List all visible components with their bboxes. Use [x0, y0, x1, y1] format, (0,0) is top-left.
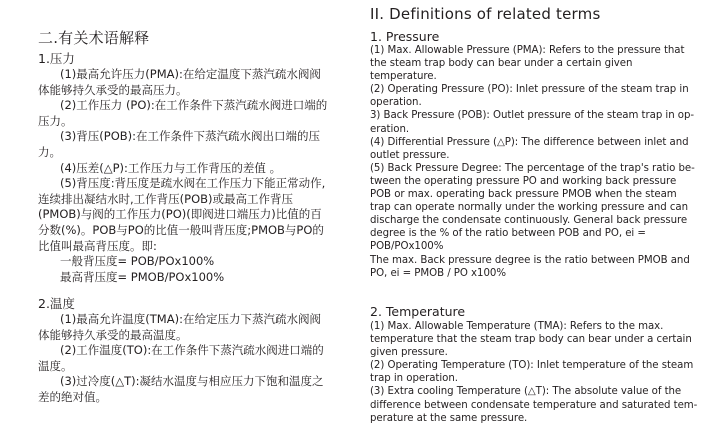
temperature-body-cn: [38, 312, 330, 406]
pob-definition-cn: (3)背压(POB):在工作条件下蒸汽疏水阀出口端的压力。: [38, 129, 321, 159]
pressure-title-cn: 1.压力: [38, 51, 75, 66]
dp-definition-en: (4) Differential Pressure (△P): The difference between inlet and outlet pressure.: [370, 136, 689, 161]
formula-general-cn: 一般背压度= POB/POx100%: [60, 254, 215, 269]
po-definition-en: (2) Operating Pressure (PO): Inlet pressure of the steam trap in operation.: [370, 84, 689, 109]
pob-definition-en: 3) Back Pressure (POB): Outlet pressure of the steam trap in op-eration.: [370, 110, 695, 135]
tma-definition-cn: (1)最高允许温度(TMA):在给定压力下蒸汽疏水阀阀体能够持久承受的最高温度。: [38, 312, 321, 342]
pressure-body-cn: [38, 67, 330, 285]
dt-definition-en: (3) Extra cooling Temperature (△T): The absolute value of the difference between condensate temperature and saturated tem-perature at the same pressure.: [370, 386, 698, 424]
pma-definition-cn: (1)最高允许压力(PMA):在给定温度下蒸汽疏水阀阀体能够持久承受的最高压力。: [38, 67, 321, 97]
to-definition-en: (2) Operating Temperature (TO): Inlet temperature of the steam trap in operation.: [370, 360, 694, 385]
po-definition-cn: (2)工作压力 (PO):在工作条件下蒸汽疏水阀进口端的压力。: [38, 98, 328, 128]
formula-max-cn: 最高背压度= PMOB/POx100%: [60, 269, 225, 284]
to-definition-cn: (2)工作温度(TO):在工作条件下蒸汽疏水阀进口端的温度。: [38, 343, 324, 373]
dp-definition-cn: (4)压差(△P):工作压力与工作背压的差值 。: [60, 160, 282, 175]
dt-definition-cn: (3)过冷度(△T):凝结水温度与相应压力下饱和温度之差的绝对值。: [38, 374, 324, 404]
back-pressure-degree-cn: (5)背压度:背压度是疏水阀在工作压力下能正常动作,连续排出凝结水时,工作背压(POB)或最高工作背压(PMOB)与阀的工作压力(PO)(即阀进口端压力)比值的百分数(%)。POB与PO的比值一般叫背压度;PMOB与PO的比值叫最高背压度。即:: [38, 176, 326, 253]
tma-definition-en: (1) Max. Allowable Temperature (TMA): Refers to the max. temperature that the steam trap body can bear under a certain given pressure.: [370, 321, 692, 359]
section-heading-cn: 二.有关术语解释: [38, 29, 150, 47]
pressure-body-en: [370, 44, 698, 280]
section-heading-en: II. Definitions of related terms: [370, 5, 601, 23]
temperature-title-en: 2. Temperature: [370, 304, 466, 319]
temperature-title-cn: 2.温度: [38, 296, 75, 311]
pressure-title-en: 1. Pressure: [370, 29, 440, 44]
pma-definition-en: (1) Max. Allowable Pressure (PMA): Refers to the pressure that the steam trap body can bear under a certain given temperature.: [370, 45, 685, 83]
back-pressure-degree-en: (5) Back Pressure Degree: The percentage of the trap's ratio be-tween the operating pressure PO and working back pressure POB or max. operating back pressure PMOB when the steam trap can operate normally under the working pressure and can discharge the condensate continuously. General back pressure degree is the % of the ratio between POB and PO, ei = POB/POx100%: [370, 162, 695, 253]
temperature-body-en: [370, 320, 698, 425]
max-back-pressure-degree-en: The max. Back pressure degree is the ratio between PMOB and PO, ei = PMOB / PO x100%: [370, 254, 690, 279]
